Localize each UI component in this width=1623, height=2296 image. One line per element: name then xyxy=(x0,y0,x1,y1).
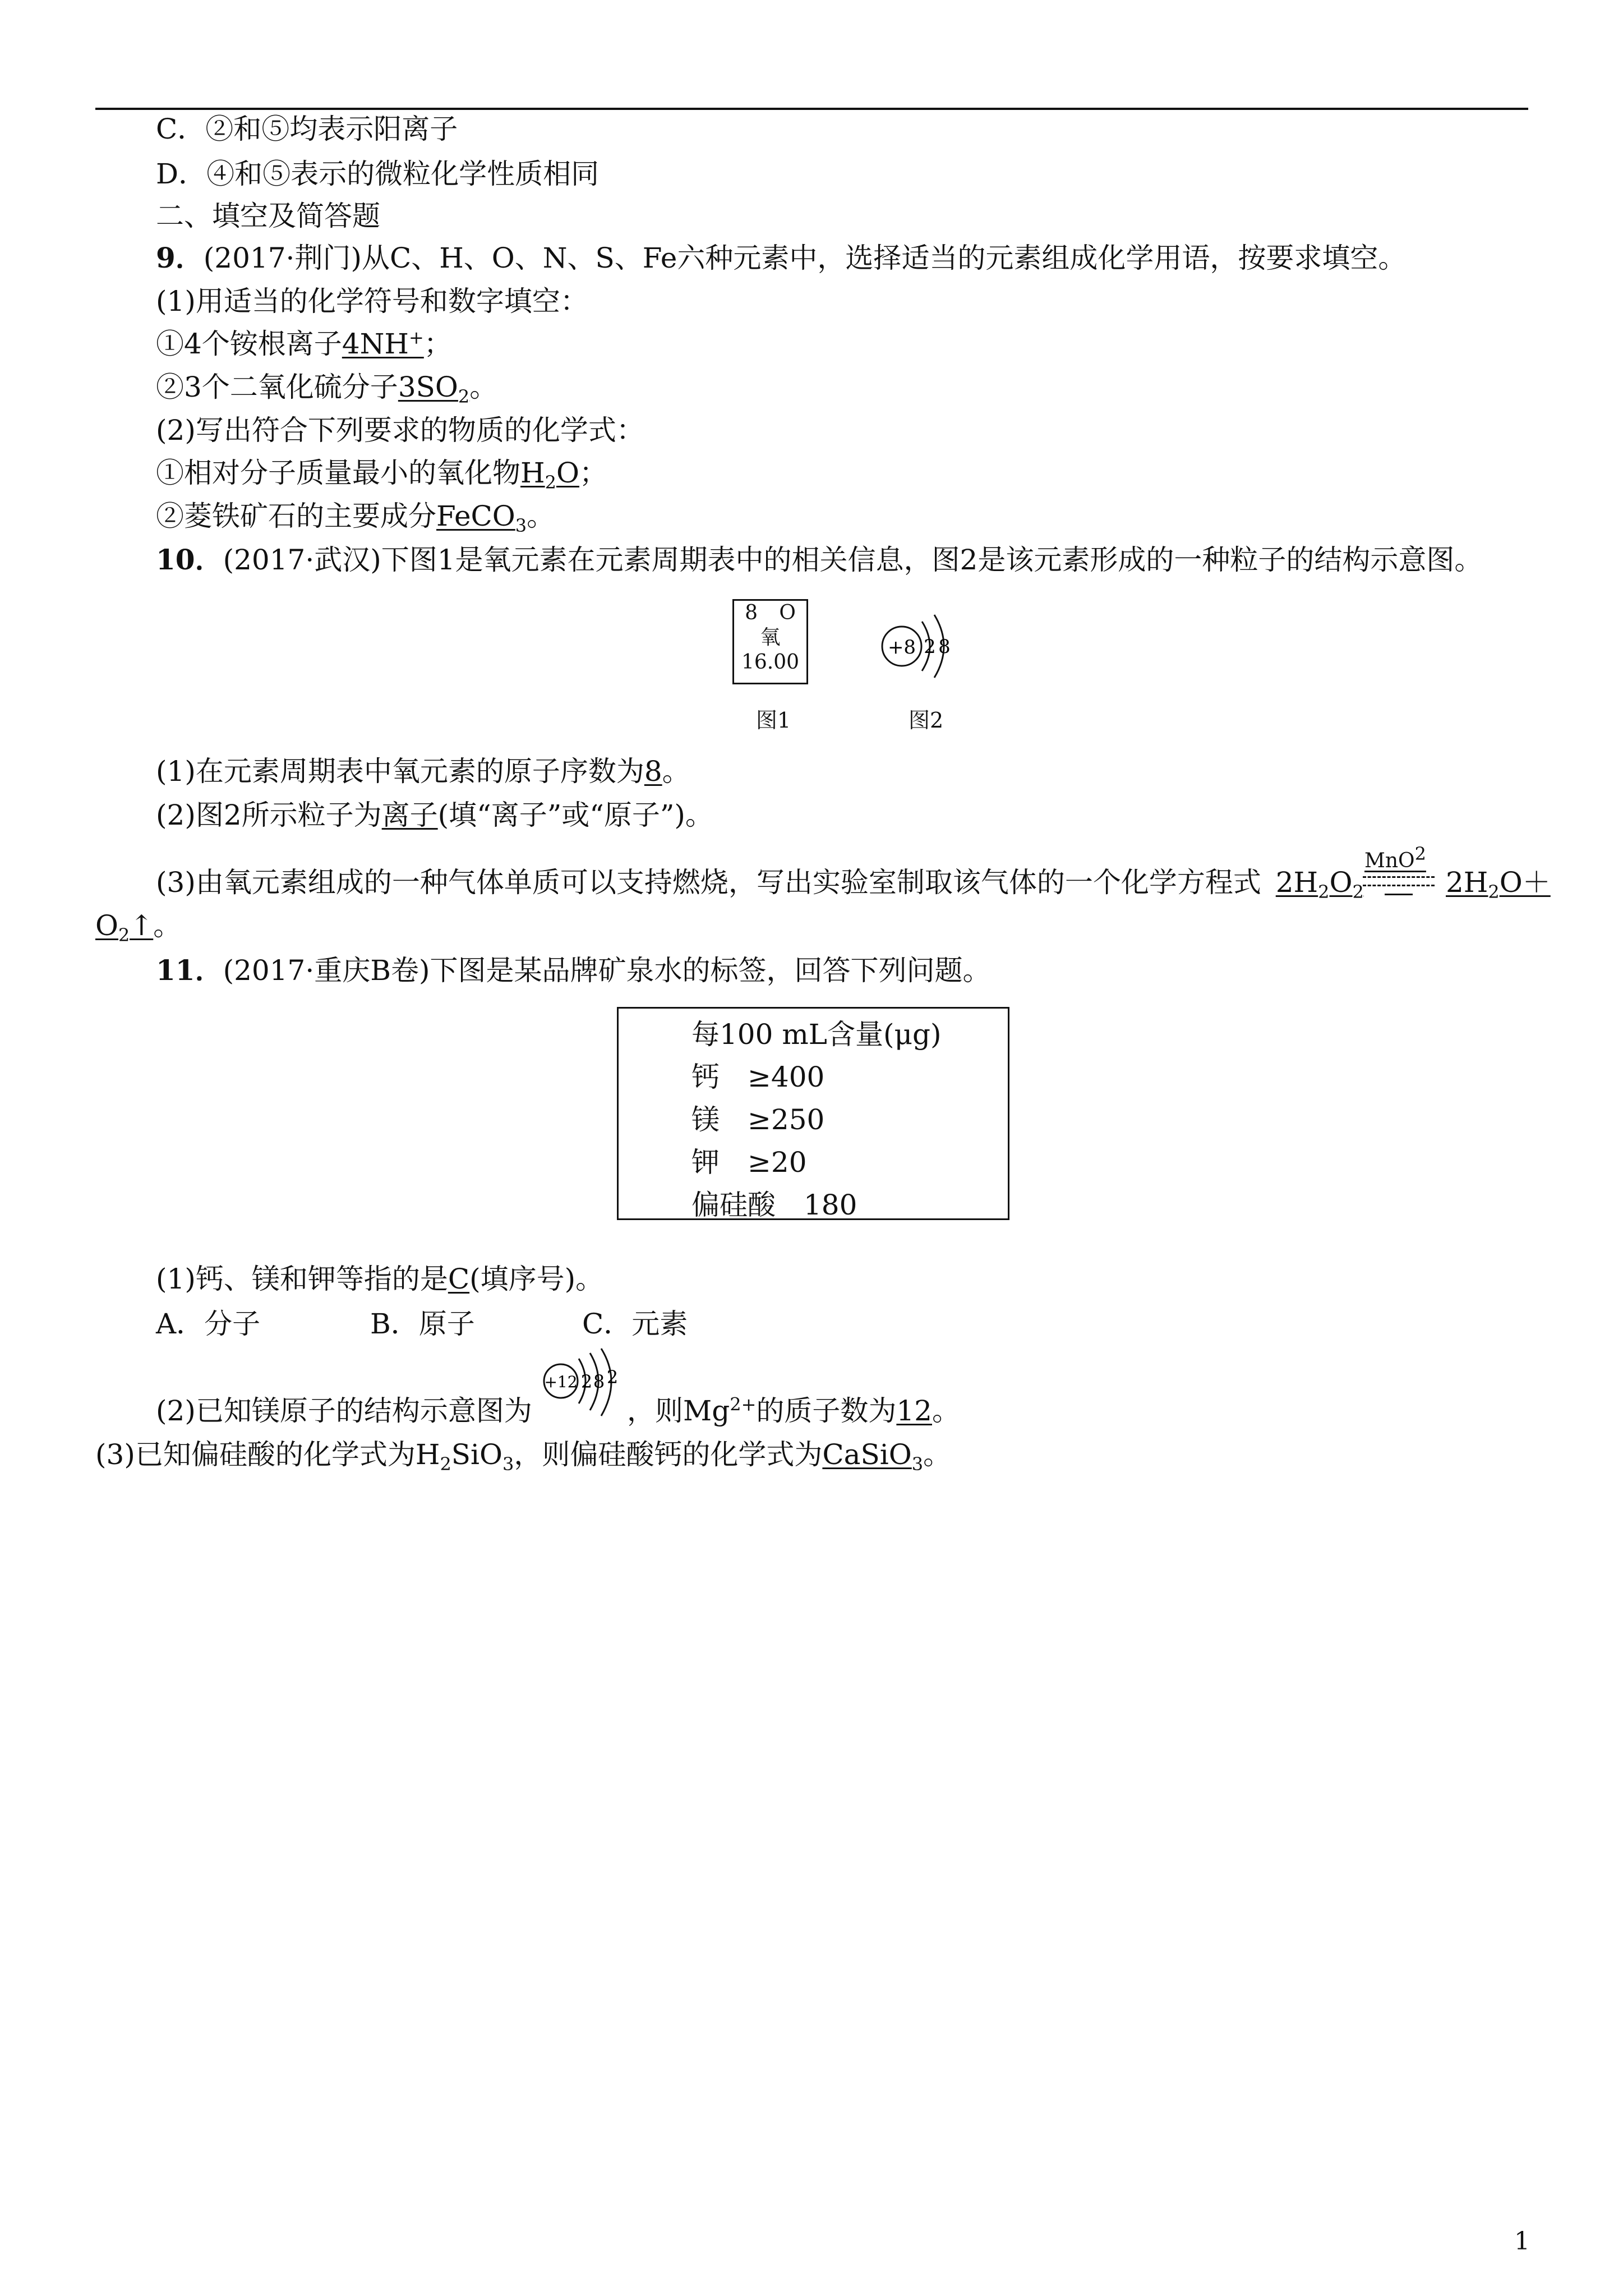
formula-text: O xyxy=(95,909,118,942)
q11-part3 xyxy=(95,1435,951,1474)
question-text: (填序号)。 xyxy=(469,1263,604,1295)
oxygen-ion-structure-diagram xyxy=(875,606,959,679)
atomic-number: 8 xyxy=(745,601,758,624)
figure1-caption: 图1 xyxy=(756,708,791,733)
oxygen-product xyxy=(95,909,154,946)
element-name: 氧 xyxy=(760,626,781,649)
q10-number: 10． xyxy=(156,543,223,576)
question-text: (2)图2所示粒子为 xyxy=(156,799,382,831)
question-text: ，则偏硅酸钙的化学式为 xyxy=(514,1438,823,1471)
answer-text: 3SO xyxy=(398,371,458,403)
q9-stem-text: (2017·荆门)从C、H、O、N、S、Fe六种元素中，选择适当的元素组成化学用语，按要求填空。 xyxy=(203,242,1407,274)
q9-part1-2-text: ②3个二氧化硫分子 xyxy=(156,371,398,403)
label-row: 镁 ≥250 xyxy=(691,1103,825,1136)
q10-part1 xyxy=(156,752,690,791)
question-text: (填“离子”或“原子”)。 xyxy=(437,799,713,831)
q9-part2-1-answer xyxy=(520,457,579,493)
q9-number: 9． xyxy=(156,241,204,274)
question-text: 的质子数为 xyxy=(756,1395,897,1427)
formula-sub: 2 xyxy=(440,1453,451,1475)
q9-part1-1-text: ①4个铵根离子 xyxy=(156,328,342,360)
q10-stem-text: (2017·武汉)下图1是氧元素在元素周期表中的相关信息，图2是该元素形成的一种粒子的结构示意图。 xyxy=(223,544,1483,576)
equation-product xyxy=(1446,863,1551,902)
formula-text: O xyxy=(1329,866,1353,899)
answer-text: FeCO xyxy=(436,500,515,532)
formula-sub: 2 xyxy=(1318,881,1330,903)
q9-part1-1-answer xyxy=(342,328,424,360)
equals-line xyxy=(1363,885,1435,888)
punct: ； xyxy=(579,457,607,489)
answer-text: H xyxy=(520,457,545,489)
magnesium-atom-structure-diagram xyxy=(537,1346,638,1425)
equals-line xyxy=(1363,876,1435,880)
periodic-table-cell xyxy=(732,599,808,684)
q9-part2-1-text: ①相对分子质量最小的氧化物 xyxy=(156,457,520,489)
q11-stem-text: (2017·重庆B卷)下图是某品牌矿泉水的标签，回答下列问题。 xyxy=(223,954,991,987)
q9-part1-2 xyxy=(156,367,497,407)
q9-part2: (2)写出符合下列要求的物质的化学式： xyxy=(156,414,644,447)
answer-sub: 3 xyxy=(515,515,527,536)
option-d: D．④和⑤表示的微粒化学性质相同 xyxy=(156,158,600,190)
element-symbol: O xyxy=(779,601,796,624)
equation-catalyst xyxy=(1364,843,1426,872)
question-text: ，则Mg xyxy=(627,1395,730,1427)
q9-part1: (1)用适当的化学符号和数字填空： xyxy=(156,285,588,318)
formula-text: O＋ xyxy=(1499,866,1551,899)
formula-sup: 2 xyxy=(1414,843,1426,864)
nucleus-charge: +8 xyxy=(887,636,916,659)
q11-choice-c: C．元素 xyxy=(582,1308,688,1340)
answer-sub: 2 xyxy=(458,386,470,407)
question-text: (3)由氧元素组成的一种气体单质可以支持燃烧，写出实验室制取该气体的一个化学方程式 xyxy=(156,866,1261,899)
q11-part2-answer: 12 xyxy=(896,1395,932,1427)
shell-electrons: 8 xyxy=(593,1371,605,1392)
formula-sub: 2 xyxy=(1352,881,1364,903)
q11-choice-a: A．分子 xyxy=(156,1308,261,1340)
option-c: C．②和⑤均表示阳离子 xyxy=(156,113,458,145)
shell-electrons: 2 xyxy=(924,636,936,658)
question-text: (1)钙、镁和钾等指的是 xyxy=(156,1263,448,1295)
label-row: 每100 mL含量(μg) xyxy=(691,1018,942,1051)
label-row: 钾 ≥20 xyxy=(691,1146,807,1179)
nucleus-charge: +12 xyxy=(544,1373,578,1391)
q9-part2-2 xyxy=(156,496,555,536)
formula-text: MnO xyxy=(1364,849,1415,872)
q9-part1-1 xyxy=(156,324,452,364)
answer-sub: 2 xyxy=(545,472,556,493)
punct: 。 xyxy=(469,371,498,403)
label-row: 钙 ≥400 xyxy=(691,1061,825,1093)
label-row: 偏硅酸 180 xyxy=(691,1189,857,1221)
punct: 。 xyxy=(153,909,182,942)
q11-part1 xyxy=(156,1259,603,1299)
gas-arrow: ↑ xyxy=(130,909,154,942)
mineral-water-label xyxy=(617,1007,1009,1220)
question-text: SiO xyxy=(451,1438,503,1471)
q10-stem xyxy=(156,540,1482,579)
equation-reactant xyxy=(1275,866,1364,903)
shell-electrons: 2 xyxy=(606,1366,619,1388)
formula-text: 2H xyxy=(1275,866,1318,899)
q9-part2-2-text: ②菱铁矿石的主要成分 xyxy=(156,500,436,532)
equation-equals-sign xyxy=(1363,876,1435,895)
formula-sub: 3 xyxy=(502,1453,514,1475)
question-text: (3)已知偏硅酸的化学式为H xyxy=(95,1438,440,1471)
q10-part3 xyxy=(156,863,1364,902)
answer-text: O xyxy=(556,457,579,489)
punct: 。 xyxy=(527,500,555,532)
q9-part2-2-answer xyxy=(436,500,527,536)
q10-part1-answer: 8 xyxy=(644,755,662,788)
ion-charge: 2+ xyxy=(730,1393,757,1415)
formula-text: 2H xyxy=(1446,866,1488,899)
punct: 。 xyxy=(932,1395,960,1427)
punct: 。 xyxy=(662,755,690,788)
page-number: 1 xyxy=(1514,2227,1530,2256)
punct: ； xyxy=(423,328,452,360)
q9-part2-1 xyxy=(156,453,607,493)
q10-part2-answer: 离子 xyxy=(381,799,438,831)
answer-sup: + xyxy=(408,326,424,348)
answer-sub: 3 xyxy=(911,1453,924,1475)
product-formula xyxy=(1446,866,1551,903)
punct: 。 xyxy=(923,1438,952,1471)
q11-part3-answer xyxy=(822,1438,924,1475)
formula-sub: 2 xyxy=(1488,881,1500,903)
q11-part2-lead: (2)已知镁原子的结构示意图为 xyxy=(156,1395,532,1427)
question-text: (1)在元素周期表中氧元素的原子序数为 xyxy=(156,755,644,788)
q11-stem xyxy=(156,951,991,990)
atomic-mass: 16.00 xyxy=(741,651,800,674)
figure2-caption: 图2 xyxy=(909,708,944,733)
q11-part2-rest xyxy=(627,1391,960,1430)
shell-electrons: 2 xyxy=(580,1371,593,1392)
answer-text: 4NH xyxy=(342,328,409,360)
q11-part1-answer: C xyxy=(448,1263,470,1295)
formula-sub: 2 xyxy=(118,924,130,946)
q11-choice-b: B．原子 xyxy=(370,1308,475,1340)
equals-line xyxy=(1385,894,1413,895)
q10-part2 xyxy=(156,795,713,835)
shell-electrons: 8 xyxy=(938,636,951,658)
q11-number: 11． xyxy=(156,954,223,987)
answer-text: CaSiO xyxy=(822,1438,912,1471)
equation-product-2 xyxy=(95,906,181,945)
q9-stem xyxy=(156,238,1406,278)
q9-part1-2-answer xyxy=(398,371,470,407)
section-title: 二、填空及简答题 xyxy=(156,200,380,232)
